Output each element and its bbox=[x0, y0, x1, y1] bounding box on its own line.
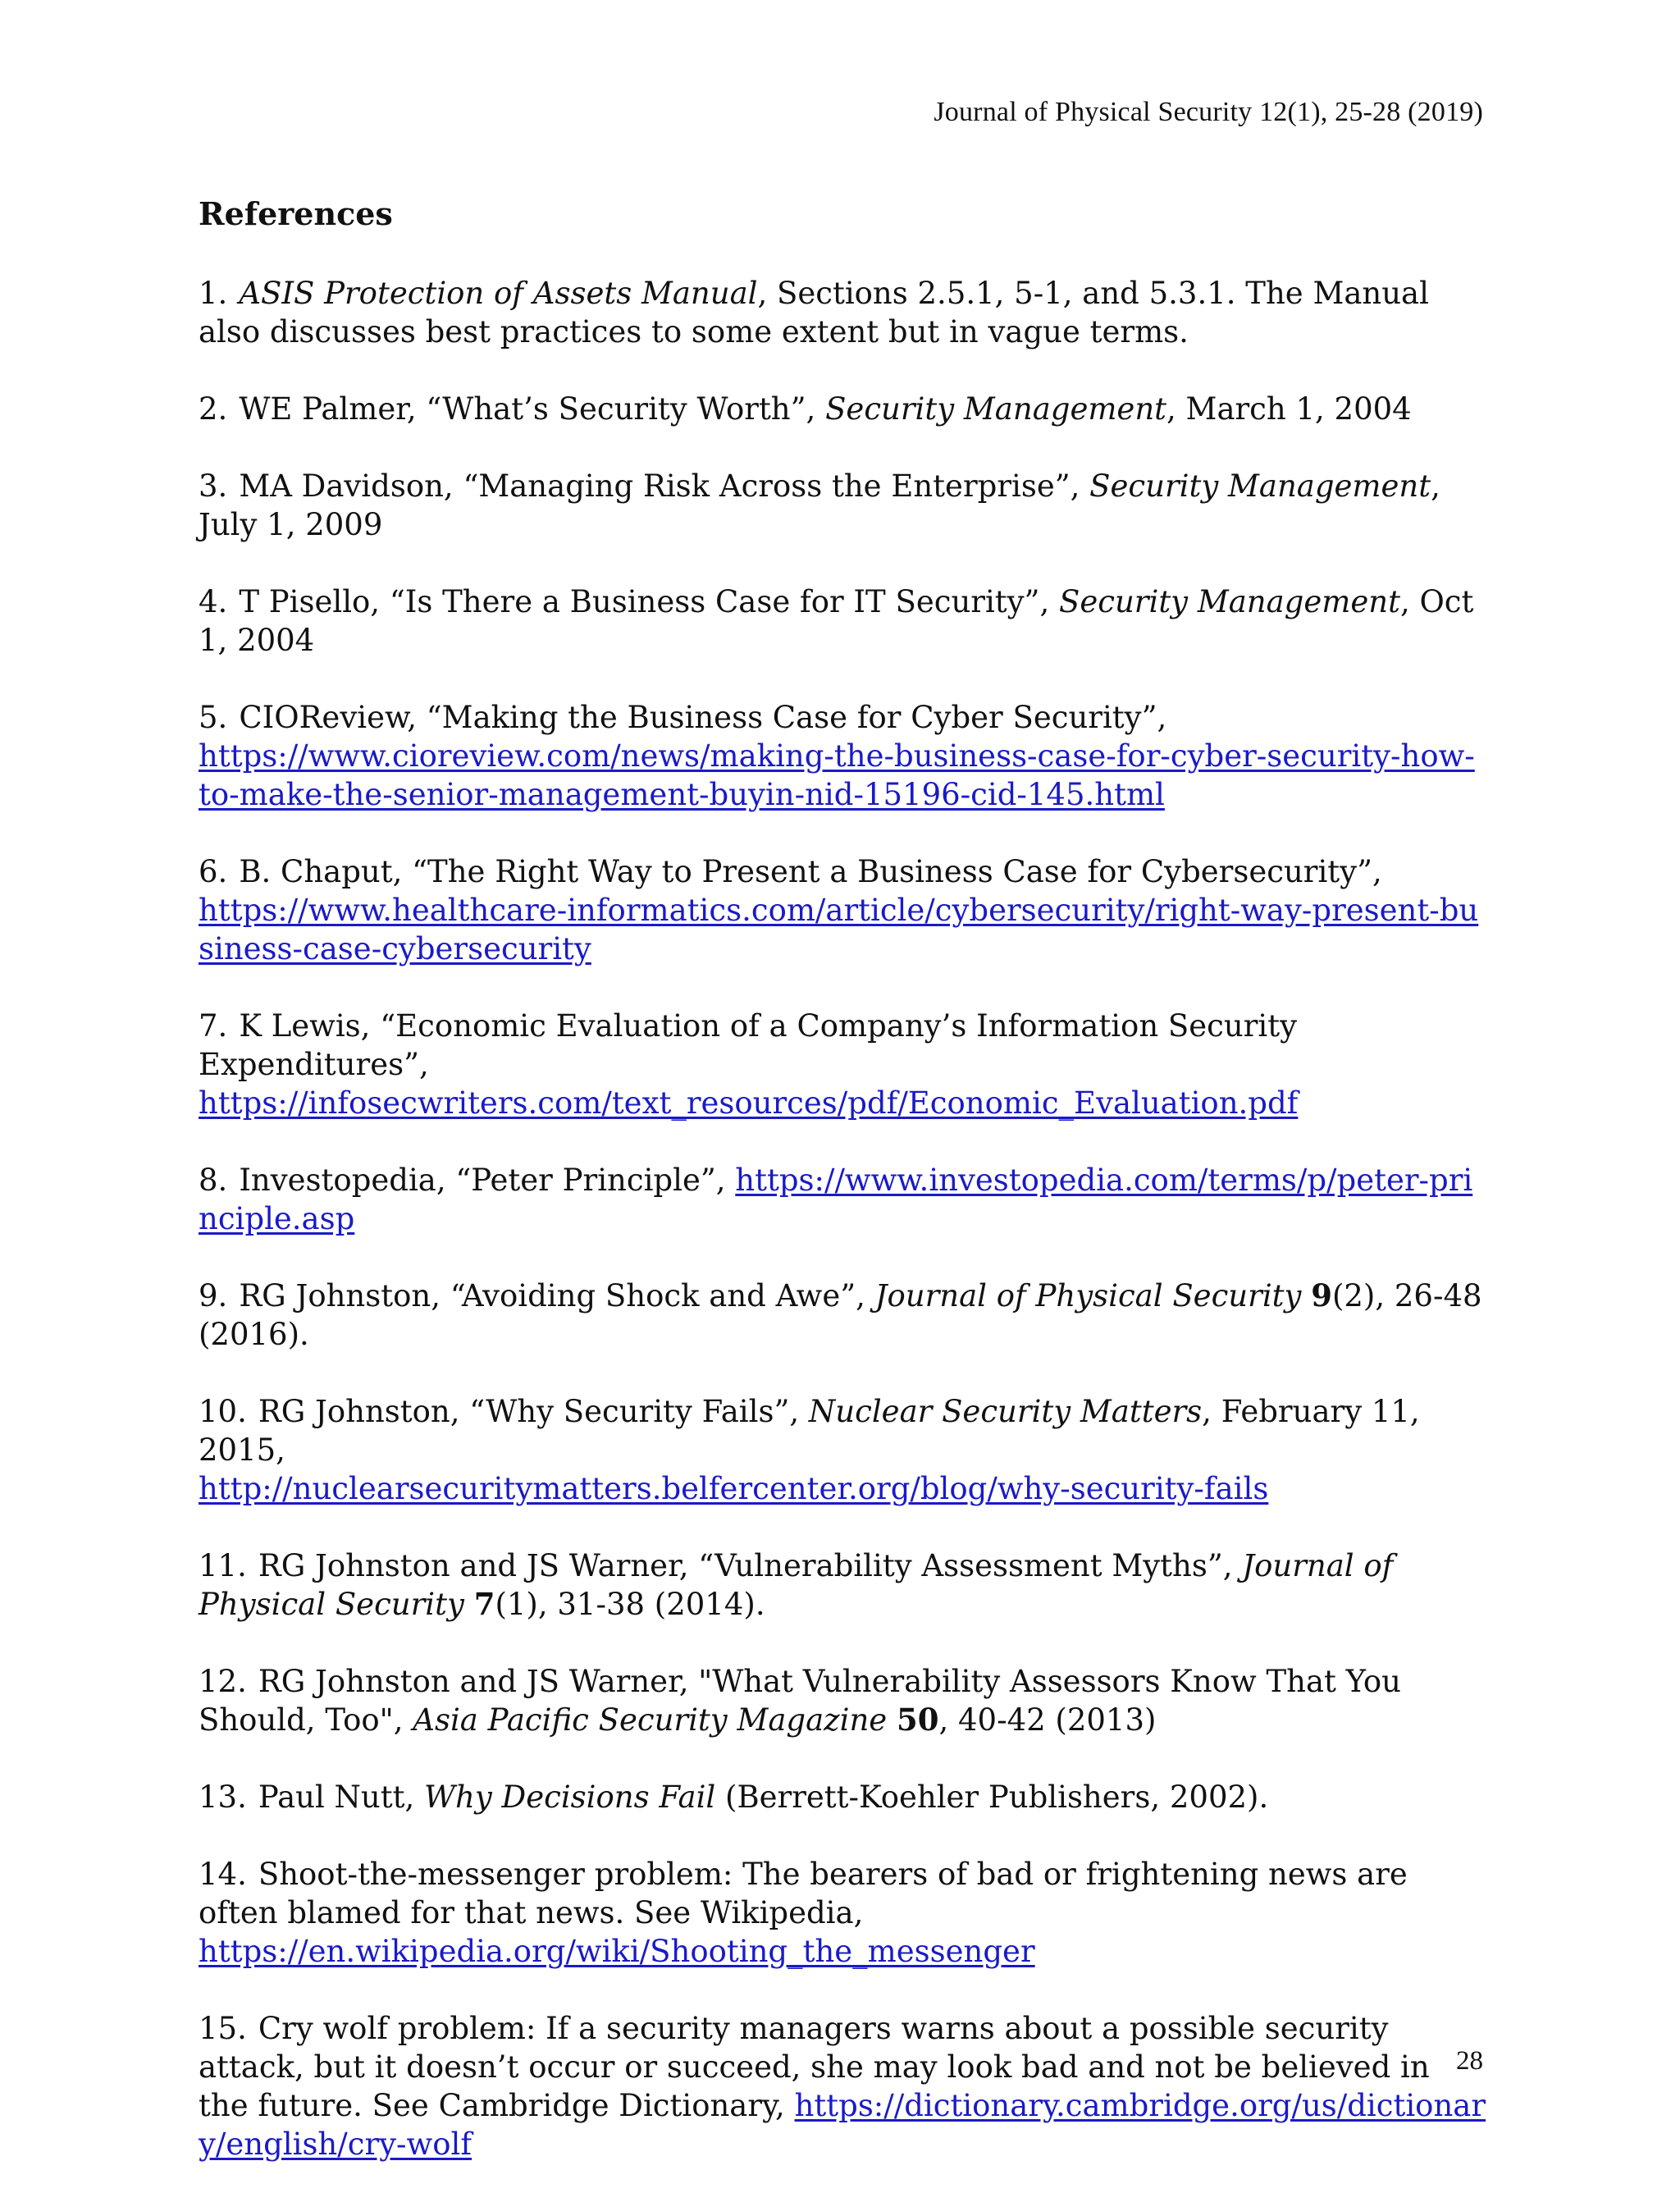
reference-text bbox=[887, 1702, 897, 1738]
reference-link[interactable]: https://www.investopedia.com/terms/p/peter-principle.asp bbox=[199, 1163, 1473, 1236]
reference-link[interactable]: https://dictionary.cambridge.org/us/dictionary/english/cry-wolf bbox=[199, 2088, 1486, 2162]
reference-text: , Sections 2.5.1, 5-1, and 5.3.1. The Manual also discusses best practices to some extent but in vague terms. bbox=[199, 276, 1429, 349]
reference-title: ASIS Protection of Assets Manual bbox=[239, 276, 758, 311]
reference-text: CIOReview, “Making the Business Case for Cyber Security”, bbox=[239, 700, 1167, 735]
reference-number: 14. bbox=[199, 1857, 247, 1892]
reference-item bbox=[199, 1161, 1486, 1238]
reference-journal: Journal of Physical Security bbox=[874, 1278, 1302, 1313]
reference-text: WE Palmer, “What’s Security Worth”, bbox=[239, 391, 826, 427]
reference-text: RG Johnston, “Avoiding Shock and Awe”, bbox=[239, 1278, 875, 1313]
reference-item bbox=[199, 2009, 1486, 2163]
references-heading: References bbox=[199, 195, 393, 232]
page-number: 28 bbox=[1456, 2046, 1483, 2076]
reference-number: 3. bbox=[199, 468, 228, 504]
reference-number: 6. bbox=[199, 854, 228, 889]
reference-number: 11. bbox=[199, 1548, 247, 1583]
reference-item bbox=[199, 1662, 1486, 1739]
reference-link[interactable]: https://www.cioreview.com/news/making-the-business-case-for-cyber-security-how-to-make-the-senior-management-buyin-nid-15196-cid-145.html bbox=[199, 738, 1475, 812]
reference-text: RG Johnston and JS Warner, “Vulnerability Assessment Myths”, bbox=[258, 1548, 1243, 1583]
reference-text: , February 11, 2015, bbox=[199, 1394, 1420, 1468]
reference-text: (1), 31-38 (2014). bbox=[495, 1587, 765, 1622]
reference-text bbox=[464, 1587, 474, 1622]
reference-text: , 40-42 (2013) bbox=[938, 1702, 1157, 1738]
reference-number: 2. bbox=[199, 391, 228, 427]
reference-item bbox=[199, 390, 1486, 428]
reference-number: 12. bbox=[199, 1664, 247, 1699]
reference-text: MA Davidson, “Managing Risk Across the Enterprise”, bbox=[239, 468, 1090, 504]
reference-text: , March 1, 2004 bbox=[1166, 391, 1412, 427]
reference-item bbox=[199, 274, 1486, 351]
reference-journal: Journal of Physical Security bbox=[199, 1548, 1394, 1622]
reference-text: Cry wolf problem: If a security managers warns about a possible security attack, but it doesn’t occur or succeed, she may look bad and not be believed in the future. See Cambridge Dictionary, bbox=[199, 2011, 1430, 2123]
reference-text: Investopedia, “Peter Principle”, bbox=[239, 1163, 736, 1198]
reference-number: 9. bbox=[199, 1278, 228, 1313]
reference-number: 8. bbox=[199, 1163, 228, 1198]
reference-title: Security Management bbox=[1089, 468, 1431, 504]
reference-text: , July 1, 2009 bbox=[199, 468, 1440, 542]
reference-volume: 7 bbox=[473, 1586, 495, 1622]
reference-number: 15. bbox=[199, 2011, 247, 2046]
reference-volume: 9 bbox=[1311, 1277, 1332, 1313]
reference-text: (2), 26-48 (2016). bbox=[199, 1278, 1482, 1352]
running-header: Journal of Physical Security 12(1), 25-28 (2019) bbox=[934, 97, 1483, 127]
reference-text bbox=[1301, 1278, 1311, 1313]
reference-text: T Pisello, “Is There a Business Case for IT Security”, bbox=[239, 584, 1059, 619]
reference-item bbox=[199, 852, 1486, 968]
reference-text: K Lewis, “Economic Evaluation of a Company’s Information Security Expenditures”, bbox=[199, 1008, 1298, 1082]
reference-number: 7. bbox=[199, 1008, 228, 1044]
reference-item bbox=[199, 1546, 1486, 1624]
reference-link[interactable]: http://nuclearsecuritymatters.belfercenter.org/blog/why-security-fails bbox=[199, 1471, 1269, 1506]
reference-title: Security Management bbox=[1059, 584, 1400, 619]
reference-number: 10. bbox=[199, 1394, 247, 1429]
reference-item bbox=[199, 1277, 1486, 1354]
reference-text: RG Johnston and JS Warner, "What Vulnerability Assessors Know That You Should, Too", bbox=[199, 1664, 1401, 1738]
reference-item bbox=[199, 467, 1486, 544]
reference-text: Shoot-the-messenger problem: The bearers of bad or frightening news are often blamed for that news. See Wikipedia, bbox=[199, 1857, 1408, 1930]
reference-text: , Oct 1, 2004 bbox=[199, 584, 1474, 658]
reference-item bbox=[199, 1855, 1486, 1971]
references-list bbox=[199, 274, 1486, 2202]
reference-link[interactable]: https://www.healthcare-informatics.com/article/cybersecurity/right-way-present-business-case-cybersecurity bbox=[199, 893, 1479, 966]
reference-text: Paul Nutt, bbox=[258, 1779, 425, 1815]
reference-text: B. Chaput, “The Right Way to Present a Business Case for Cybersecurity”, bbox=[239, 854, 1382, 889]
reference-item bbox=[199, 1392, 1486, 1508]
reference-text: RG Johnston, “Why Security Fails”, bbox=[258, 1394, 809, 1429]
reference-link[interactable]: https://en.wikipedia.org/wiki/Shooting_the_messenger bbox=[199, 1934, 1035, 1969]
reference-text: (Berrett-Koehler Publishers, 2002). bbox=[715, 1779, 1269, 1815]
reference-volume: 50 bbox=[896, 1702, 939, 1738]
reference-number: 5. bbox=[199, 700, 228, 735]
reference-link[interactable]: https://infosecwriters.com/text_resources/pdf/Economic_Evaluation.pdf bbox=[199, 1085, 1299, 1121]
reference-number: 4. bbox=[199, 584, 228, 619]
reference-number: 13. bbox=[199, 1779, 247, 1815]
reference-item bbox=[199, 1778, 1486, 1816]
reference-journal: Asia Pacific Security Magazine bbox=[413, 1702, 888, 1738]
reference-title: Security Management bbox=[825, 391, 1167, 427]
reference-journal: Nuclear Security Matters bbox=[808, 1394, 1203, 1429]
reference-item bbox=[199, 582, 1486, 660]
reference-number: 1. bbox=[199, 276, 228, 311]
reference-title: Why Decisions Fail bbox=[424, 1779, 716, 1815]
reference-item bbox=[199, 1007, 1486, 1122]
reference-item bbox=[199, 698, 1486, 814]
